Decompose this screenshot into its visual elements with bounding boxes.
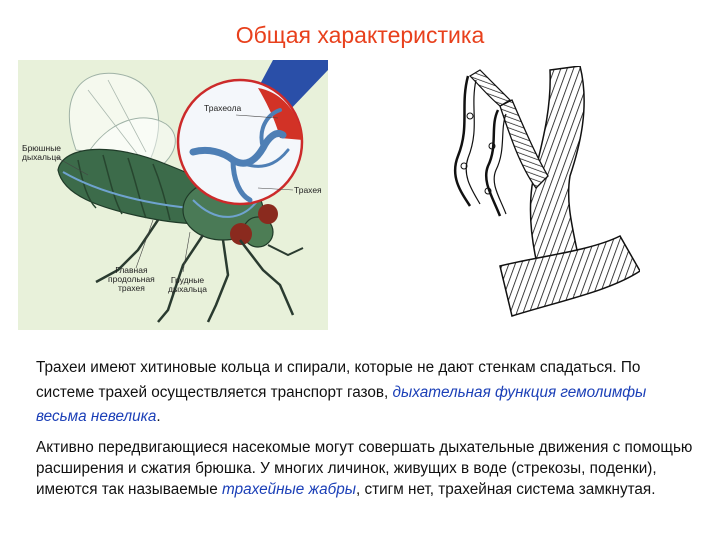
paragraph-tracheae: Трахеи имеют хитиновые кольца и спирали, которые не дают стенкам спадаться. По системе трахей осуществляется транспорт газов, дыхательная функция гемолимфы весьма невелика.	[36, 359, 647, 425]
label-longitudinal-trachea: Главная продольная трахея	[108, 265, 155, 293]
page-title: Общая характеристика	[235, 22, 485, 48]
label-thoracic-spiracles: Грудные дыхальца	[168, 275, 207, 294]
insect-tracheal-system-figure	[18, 60, 328, 330]
body-text	[36, 356, 701, 500]
trachea-illustration	[440, 66, 640, 324]
paragraph-respiratory-movements: Активно передвигающиеся насекомые могут совершать дыхательные движения с помощью расширения и сжатия брюшка. У многих личинок, живущих в воде (стрекозы, поденки), имеются так называемые трахейные жабры, стигм нет, трахейная система замкнутая.	[36, 438, 693, 498]
label-abdominal-spiracles: Брюшные дыхальца	[22, 143, 62, 162]
trachea-structure-drawing	[440, 66, 640, 324]
label-tracheole: Трахеола	[204, 103, 242, 113]
emphasis-respiratory-function: дыхательная функция гемолимфы весьма невелика	[36, 383, 647, 425]
label-trachea: Трахея	[294, 185, 322, 195]
emphasis-tracheal-gills: трахейные жабры	[222, 480, 356, 498]
